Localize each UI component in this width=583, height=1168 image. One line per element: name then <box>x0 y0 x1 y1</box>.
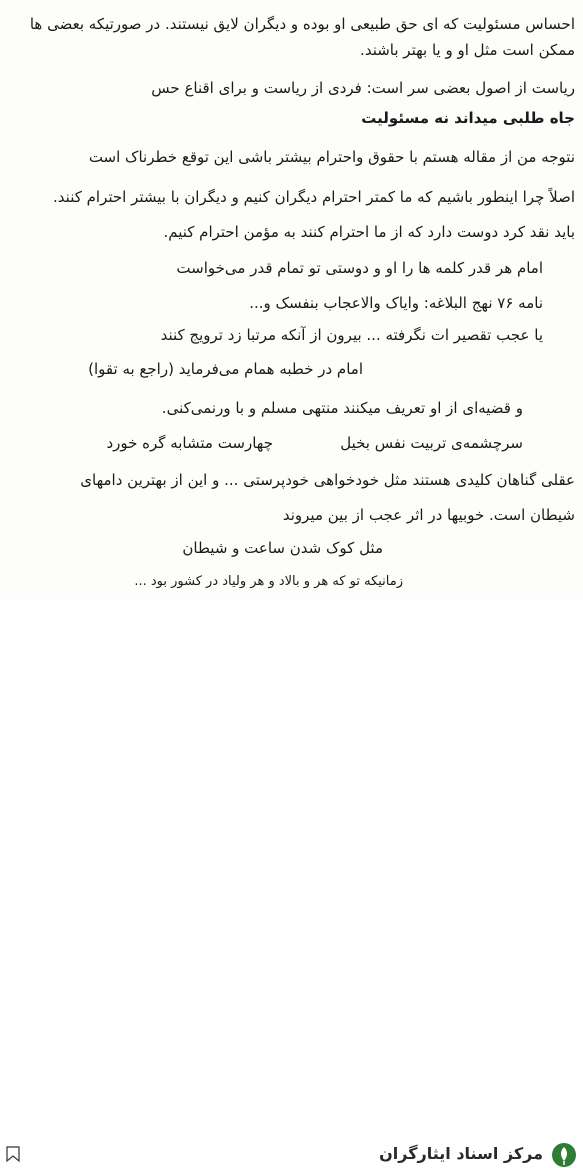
bookmark-corner-icon <box>4 1145 22 1163</box>
text-line-12: و قضیه‌ای از او تعریف میکنند منتهی مسلم و با ورنمی‌کنی. <box>161 399 523 417</box>
text-line-2: ممکن است مثل او و یا بهتر باشند. <box>360 41 575 59</box>
text-line-5: نتوجه من از مقاله هستم با حقوق واحترام بیشتر باشی این توقع خطرناک است <box>88 148 575 166</box>
text-line-9: نامه ۷۶ نهج البلاغه: وایاک والاعجاب بنفسک و... <box>249 294 543 312</box>
text-line-15: عقلی گناهان کلیدی هستند مثل خودخواهی خودپرستی ... و این از بهترین دامهای <box>80 471 575 489</box>
tulip-emblem-icon <box>551 1142 577 1168</box>
text-line-14: چهارست متشابه گره خورد <box>106 434 273 452</box>
text-line-4: جاه طلبی میداند نه مسئولیت <box>361 109 575 127</box>
text-line-10: یا عجب تقصیر ات نگرفته ... بیرون از آنکه مرتبا زد ترویج کنند <box>160 326 543 344</box>
text-line-8: امام هر قدر کلمه ها را او و دوستی تو تمام قدر می‌خواست <box>176 259 543 277</box>
archive-logo-text: مرکز اسناد ایثارگران <box>379 1144 543 1163</box>
text-line-6: اصلاً چرا اینطور باشیم که ما کمتر احترام دیگران کنیم و دیگران با بیشتر احترام کنند. <box>53 188 575 206</box>
text-line-18: زمانیکه تو که هر و بالاد و هر ولیاد در کشور بود ... <box>134 574 403 589</box>
text-line-7: باید نقد کرد دوست دارد که از ما احترام کنند به مؤمن احترام کنیم. <box>163 223 575 241</box>
text-line-16: شیطان است. خوبیها در اثر عجب از بین میروند <box>282 506 575 524</box>
text-line-3: ریاست از اصول بعضی سر است: فردی از ریاست و برای اقناع حس <box>151 79 575 97</box>
text-line-17: مثل کوک شدن ساعت و شیطان <box>182 539 383 557</box>
text-line-11: امام در خطبه همام می‌فرماید (راجع به تقوا) <box>88 360 363 378</box>
text-line-1: احساس مسئولیت که ای حق طبیعی او بوده و دیگران لایق نیستند. در صورتیکه بعضی ها <box>29 15 575 33</box>
text-line-13: سرچشمه‌ی تربیت نفس بخیل <box>340 434 523 452</box>
footer-bar <box>0 570 583 1163</box>
